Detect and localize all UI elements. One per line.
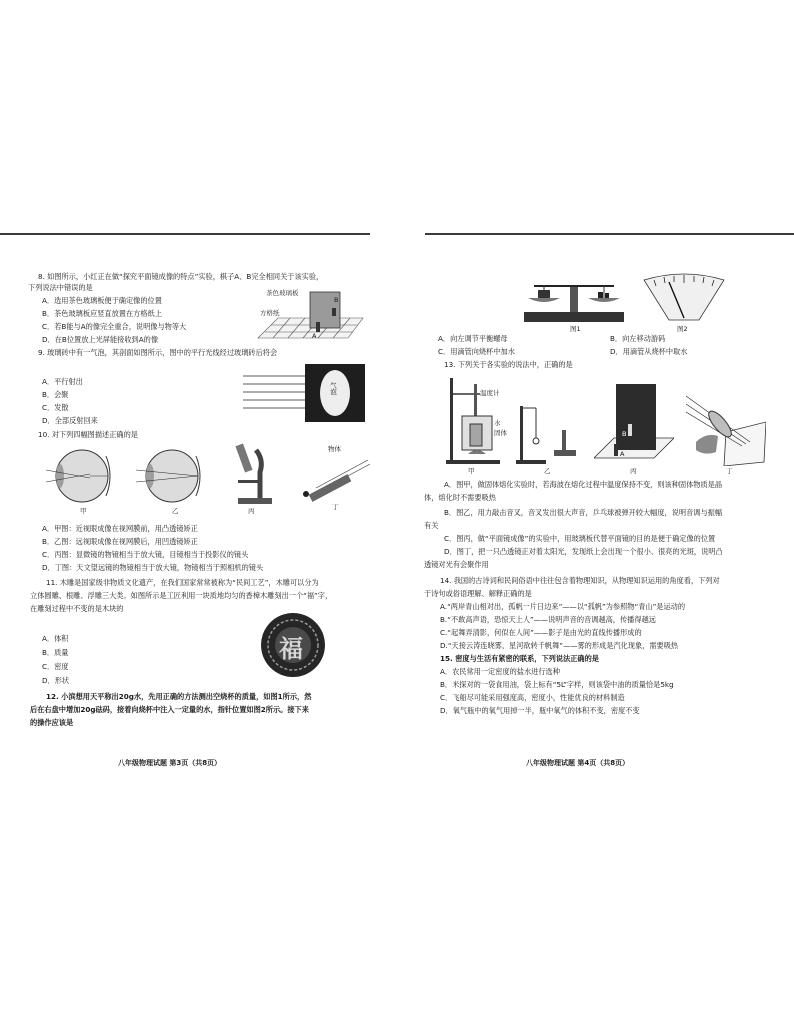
q9-option-d: D．全部反射回来 [42,416,98,425]
q15-option-d: D．氧气瓶中的氧气用掉一半，瓶中氧气的体积不变，密度不变 [440,706,640,715]
q13-thermometer-label: 温度计 [480,389,500,397]
q10-fig-ding-telescope [298,445,378,512]
q13-caption-ding: 丁 [726,467,733,475]
q8-stem-line2: 下列说法中错误的是 [28,283,93,292]
q11-option-d: D．形状 [42,676,70,685]
q13-fig-ding [686,392,766,474]
q11-woodcarving-figure [260,612,326,678]
q13-option-b-line2: 有关 [424,521,439,530]
q10-stem: 10. 对下列四幅图描述正确的是 [38,430,138,439]
q12-line2: 后在右盘中增加20g砝码，接着向烧杯中注入一定量的水，指针位置如图2所示。接下来 [30,705,309,714]
q15-option-a: A．农民常用一定密度的盐水进行选种 [440,667,560,676]
q11-option-c: C．密度 [42,662,69,671]
q13-caption-jia: 甲 [468,467,475,475]
q12-balance-figure [514,272,634,333]
q15-option-c: C．飞船尽可能采用强度高，密度小，性能优良的材料制造 [440,693,625,702]
q12-option-a: A．向左调节平衡螺母 [438,334,508,343]
q8-option-b: B．茶色玻璃板应竖直放置在方格纸上 [42,309,162,318]
q11-option-a: A．体积 [42,634,69,643]
left-page-footer: 八年级物理试题 第3页（共8页） [118,759,222,767]
q12-option-b: B．向左移动游码 [610,334,666,343]
q12-line1: 12. 小滨想用天平称出20g水，先用正确的方法测出空烧杯的质量，如图1所示，然 [46,692,312,701]
q15-stem: 15. 密度与生活有紧密的联系，下列说法正确的是 [440,654,599,663]
q10-caption-yi: 乙 [172,507,179,515]
q10-caption-bing: 丙 [248,507,255,515]
q8-piece-a-label: A [312,332,317,340]
q13-option-a-line2: 体，熔化时不需要吸热 [424,493,496,502]
q13-option-d-line1: D．图丁，把一只凸透镜正对着太阳光，发现纸上会出现一个很小、很亮的光斑，说明凸 [444,547,723,556]
q13-option-c: C．图丙，做“平面镜成像”的实验中，用玻璃板代替平面镜的目的是便于确定像的位置 [444,534,716,543]
q11-fu-character: 福 [279,635,303,663]
q9-bubble-label: 气泡 [329,382,337,395]
q8-option-d: D．在B位置放上光屏能接收到A的像 [42,335,159,344]
q9-glass-figure [243,362,373,424]
q10-caption-ding: 丁 [332,503,339,511]
q14-line1: 14. 我国的古诗词和民间俗语中往往包含着物理知识，从物理知识运用的角度看，下列对 [440,576,720,585]
q8-option-a: A．选用茶色玻璃板便于确定像的位置 [42,296,162,305]
q14-option-d: D.“天接云涛连晓雾，星河欲转千帆舞”——雾的形成是汽化现象，需要吸热 [440,641,679,650]
q10-fig-yi [136,446,216,515]
q13-option-a-line1: A．图甲，做固体熔化实验时，若海波在熔化过程中温度保持不变，则该种固体物质是晶 [444,480,723,489]
q10-option-b: B．乙图：远视眼成像在视网膜后，用凹透镜矫正 [42,537,198,546]
q8-piece-b-label: B [334,296,339,304]
q13-caption-yi: 乙 [544,467,551,475]
q9-option-b: B．会聚 [42,390,69,399]
q12-option-d: D．用滴管从烧杯中取水 [610,347,688,356]
q12-option-c: C．用滴管向烧杯中加水 [438,347,515,356]
top-rule-right [425,233,794,235]
q14-option-b: B.“不敢高声语，恐惊天上人”——说明声音的音调越高，传播得越远 [440,615,656,624]
q8-mirror-figure [238,288,368,346]
q8-glass-label: 茶色玻璃板 [266,289,299,297]
q9-option-c: C．发散 [42,403,69,412]
q10-fig-jia [46,446,126,515]
q10-caption-jia: 甲 [80,507,87,515]
q13-fig-jia [444,374,507,475]
q14-line2: 于诗句或俗语理解、解释正确的是 [424,589,532,598]
q13-option-d-line2: 透镜对光有会聚作用 [424,560,489,569]
q8-option-c: C．若B能与A的像完全重合，说明像与物等大 [42,322,187,331]
q13-stem: 13. 下列关于各实验的说法中，正确的是 [444,360,573,369]
q10-fig-bing-microscope [230,442,278,515]
q10-object-label: 物体 [328,445,341,453]
q13-water-label: 水 [494,419,501,427]
q10-option-d: D．丁图：天文望远镜的物镜相当于放大镜，物镜相当于照相机的镜头 [42,563,264,572]
q12-line3: 的操作应该是 [30,718,74,727]
q12-fig2-caption: 图2 [677,325,688,333]
q13-fig-yi [514,402,584,474]
q12-pointer-figure [639,272,729,333]
q13-solid-label: 固体 [494,429,507,437]
q13-option-b-line1: B．图乙，用力敲击音叉，音叉发出很大声音，乒乓球被弹开较大幅度，说明音调与振幅 [444,508,723,517]
top-rule-left [0,233,370,235]
q10-option-c: C．丙图：显微镜的物镜相当于放大镜，目镜相当于投影仪的镜头 [42,550,249,559]
q9-stem: 9. 玻璃砖中有一气泡，其剖面如图所示，图中的平行光线经过玻璃砖后将会 [38,348,278,357]
q11-line1: 11. 木雕是国家级非物质文化遗产，在我们国家常常被称为“民间工艺”，木雕可以分为 [46,578,319,587]
right-page-footer: 八年级物理试题 第4页（共8页） [526,759,630,767]
q11-line3: 在雕刻过程中不变的是木块的 [30,604,124,613]
q10-option-a: A．甲图：近视眼成像在视网膜前，用凸透镜矫正 [42,524,198,533]
q13-piece-b-label: B [622,430,627,438]
q13-piece-a-label: A [620,450,625,458]
q14-option-a: A.“两岸青山相对出，孤帆一片日边来”——以“孤帆”为参照物“青山”是运动的 [440,602,686,611]
q13-caption-bing: 丙 [630,467,637,475]
q11-line2: 立体圆雕、根雕、浮雕三大类。如图所示是工匠利用一块质地均匀的香樟木雕刻出一个“福”字， [30,591,333,600]
q14-option-c: C.“起舞弄清影，何似在人间”——影子是由光的直线传播形成的 [440,628,642,637]
q9-option-a: A．平行射出 [42,377,83,386]
q11-option-b: B．质量 [42,648,69,657]
q15-option-b: B．米探对的一袋食用油，袋上标有“5L”字样，则该袋中油的质量恰是5kg [440,680,674,689]
q12-fig1-caption: 图1 [570,325,581,333]
q8-stem-line1: 8. 如图所示，小红正在做“探究平面镜成像的特点”实验，棋子A、B完全相同关于该实验， [38,272,324,281]
q8-paper-label: 方格纸 [260,309,280,317]
q13-fig-bing [594,380,674,474]
